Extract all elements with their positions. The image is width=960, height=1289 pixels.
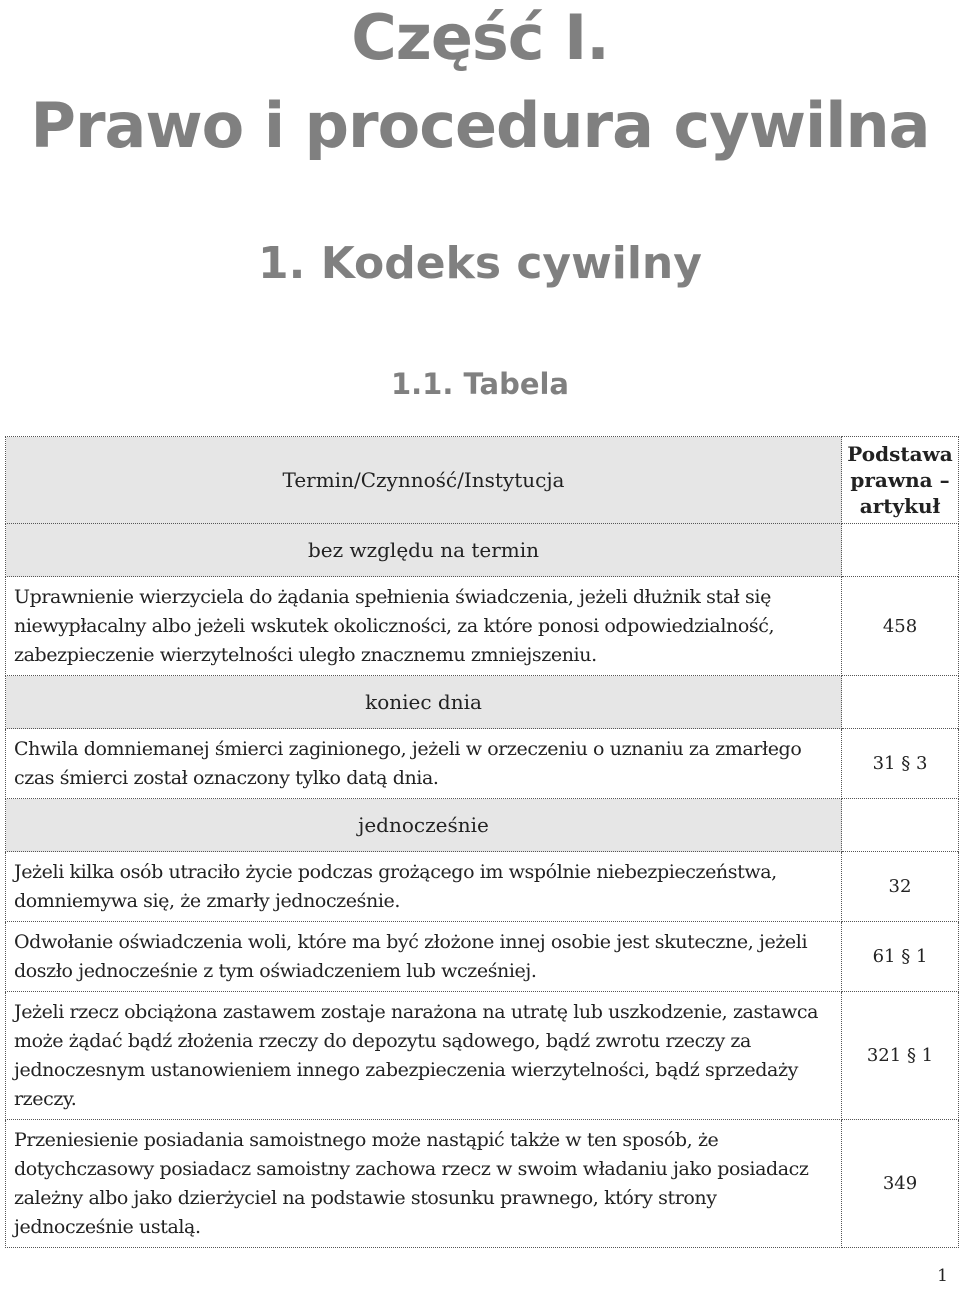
row-legal-basis: 31 § 3 <box>842 729 959 799</box>
row-description: Odwołanie oświadczenia woli, które ma być złożone innej osobie jest skuteczne, jeżeli doszło jednocześnie z tym oświadczeniem lub wcześniej. <box>6 922 842 992</box>
group-blank-cell <box>842 799 959 852</box>
row-description: Chwila domniemanej śmierci zaginionego, jeżeli w orzeczeniu o uznaniu za zmarłego czas śmierci został oznaczony tylko datą dnia. <box>6 729 842 799</box>
group-label: koniec dnia <box>6 676 842 729</box>
chapter-title: 1. Kodeks cywilny <box>258 238 702 289</box>
group-blank-cell <box>842 524 959 577</box>
table-row <box>6 729 959 799</box>
row-legal-basis: 61 § 1 <box>842 922 959 992</box>
table-row <box>6 577 959 676</box>
group-row <box>6 799 959 852</box>
group-blank-cell <box>842 676 959 729</box>
column-header-legal-basis: Podstawa prawna – artykuł <box>842 437 959 524</box>
table-row <box>6 1120 959 1248</box>
column-header-term: Termin/Czynność/Instytucja <box>6 437 842 524</box>
row-description: Uprawnienie wierzyciela do żądania spełnienia świadczenia, jeżeli dłużnik stał się niewypłacalny albo jeżeli wskutek okoliczności, za które ponosi odpowiedzialność, zabezpieczenie wierzytelności uległo znacznemu zmniejszeniu. <box>6 577 842 676</box>
table-row <box>6 922 959 992</box>
row-description: Jeżeli rzecz obciążona zastawem zostaje narażona na utratę lub uszkodzenie, zastawca może żądać bądź złożenia rzeczy do depozytu sądowego, bądź zwrotu rzeczy za jednoczesnym ustanowieniem innego zabezpieczenia wierzytelności, bądź sprzedaży rzeczy. <box>6 992 842 1120</box>
part-title: Część I. <box>351 1 609 74</box>
page-number: 1 <box>937 1266 948 1286</box>
row-legal-basis: 458 <box>842 577 959 676</box>
row-legal-basis: 349 <box>842 1120 959 1248</box>
table-row <box>6 852 959 922</box>
deadline-table <box>5 436 959 1248</box>
group-row <box>6 524 959 577</box>
row-legal-basis: 321 § 1 <box>842 992 959 1120</box>
section-title: 1.1. Tabela <box>390 367 570 401</box>
row-legal-basis: 32 <box>842 852 959 922</box>
row-description: Przeniesienie posiadania samoistnego może nastąpić także w ten sposób, że dotychczasowy posiadacz samoistny zachowa rzecz w swoim władaniu jako posiadacz zależny albo jako dzierżyciel na podstawie stosunku prawnego, który strony jednocześnie ustalą. <box>6 1120 842 1248</box>
group-label: bez względu na termin <box>6 524 842 577</box>
table-row <box>6 992 959 1120</box>
part-subtitle: Prawo i procedura cywilna <box>30 89 930 162</box>
table-body <box>6 524 959 1248</box>
row-description: Jeżeli kilka osób utraciło życie podczas grożącego im wspólnie niebezpieczeństwa, domniemywa się, że zmarły jednocześnie. <box>6 852 842 922</box>
group-row <box>6 676 959 729</box>
group-label: jednocześnie <box>6 799 842 852</box>
